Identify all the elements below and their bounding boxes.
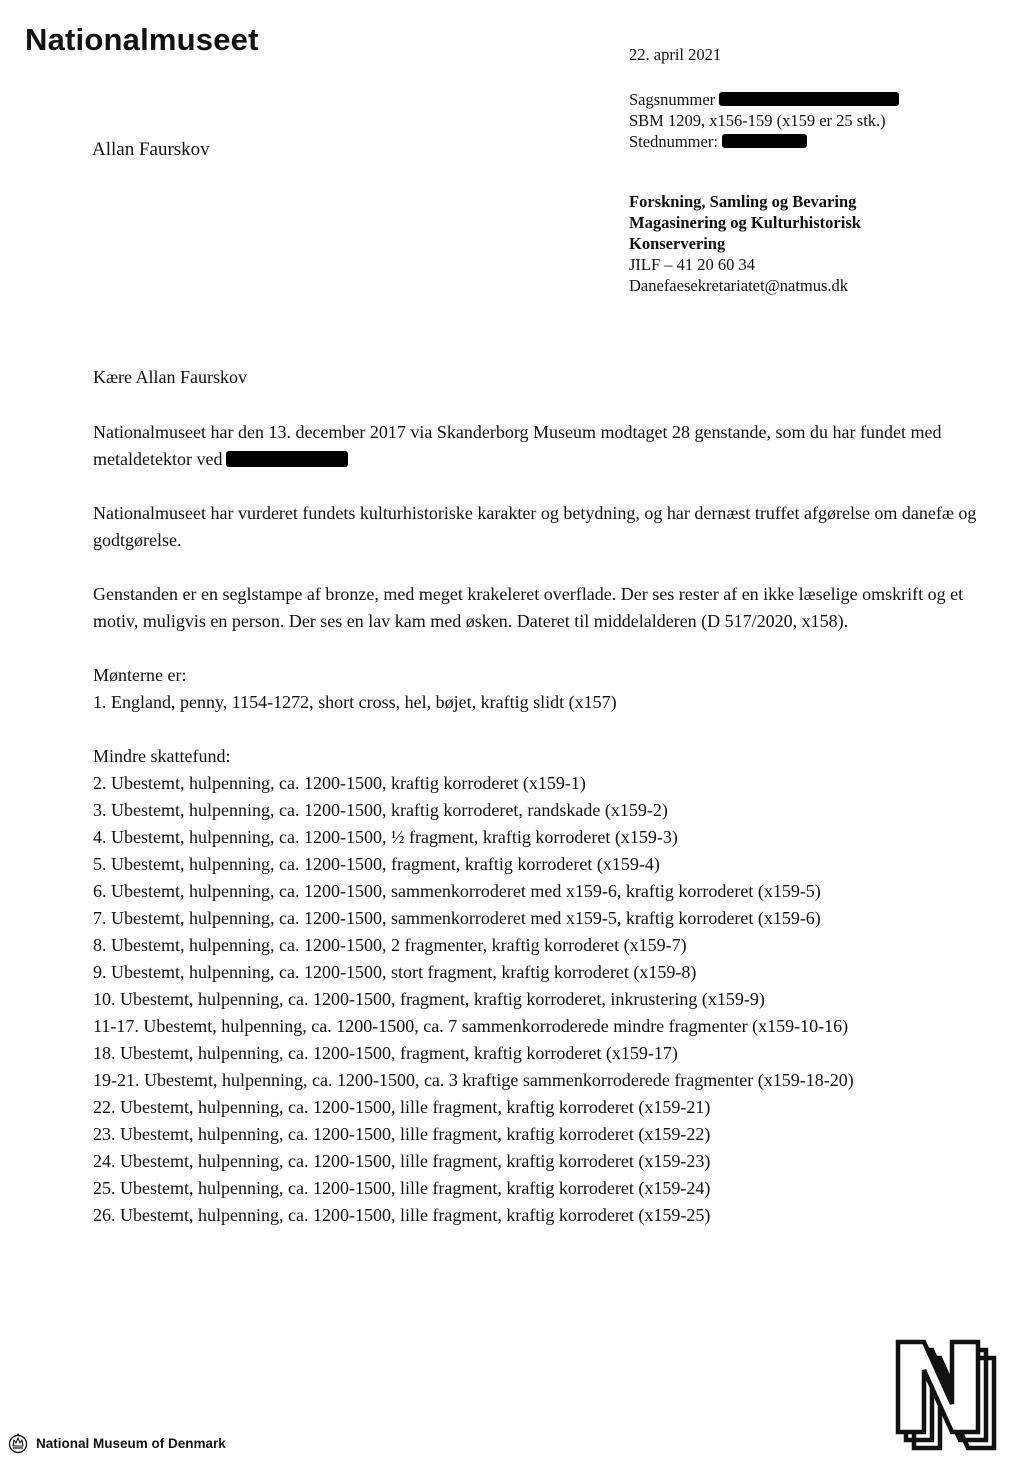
list-item: 26. Ubestemt, hulpenning, ca. 1200-1500, lille fragment, kraftig korroderet (x159-25) [93, 1205, 711, 1225]
paragraph-receipt [93, 419, 998, 473]
list-item: 8. Ubestemt, hulpenning, ca. 1200-1500, 2 fragmenter, kraftig korroderet (x159-7) [93, 935, 687, 955]
list-item: 24. Ubestemt, hulpenning, ca. 1200-1500, lille fragment, kraftig korroderet (x159-23) [93, 1151, 711, 1171]
list-item: 25. Ubestemt, hulpenning, ca. 1200-1500, lille fragment, kraftig korroderet (x159-24) [93, 1178, 711, 1198]
list-item: 7. Ubestemt, hulpenning, ca. 1200-1500, sammenkorroderet med x159-5, kraftig korroderet (x159-6) [93, 908, 821, 928]
list-item: 11-17. Ubestemt, hulpenning, ca. 1200-1500, ca. 7 sammenkorroderede mindre fragmenter (x159-10-16) [93, 1016, 849, 1036]
list-item: 19-21. Ubestemt, hulpenning, ca. 1200-1500, ca. 3 kraftige sammenkorroderede fragmenter (x159-18-20) [93, 1070, 854, 1090]
department-block [629, 191, 1009, 296]
letter-meta [629, 44, 1009, 296]
department-line: Magasinering og Kulturhistorisk [629, 213, 861, 232]
list-item: 10. Ubestemt, hulpenning, ca. 1200-1500, fragment, kraftig korroderet, inkrustering (x159-9) [93, 989, 765, 1009]
list-item: 23. Ubestemt, hulpenning, ca. 1200-1500, lille fragment, kraftig korroderet (x159-22) [93, 1124, 711, 1144]
redaction-bar [226, 451, 348, 467]
crown-icon [8, 1432, 28, 1454]
list-item: 5. Ubestemt, hulpenning, ca. 1200-1500, fragment, kraftig korroderet (x159-4) [93, 854, 660, 874]
paragraph-text: Nationalmuseet har den 13. december 2017 via Skanderborg Museum modtaget 28 genstande, som du har fundet med metaldetektor ved [93, 422, 942, 469]
paragraph-assessment: Nationalmuseet har vurderet fundets kulturhistoriske karakter og betydning, og har dernæst truffet afgørelse om danefæ og godtgørelse. [93, 503, 977, 550]
letter-date: 22. april 2021 [629, 45, 722, 64]
treasure-section [93, 743, 998, 1229]
coins-heading: Mønterne er: [93, 665, 187, 685]
letter-body [93, 364, 998, 1229]
coins-section [93, 662, 998, 716]
salutation: Kære Allan Faurskov [93, 367, 247, 387]
brand-title: Nationalmuseet [25, 22, 259, 57]
reference-line: SBM 1209, x156-159 (x159 er 25 stk.) [629, 111, 886, 130]
treasure-list [93, 770, 998, 1229]
list-item: 22. Ubestemt, hulpenning, ca. 1200-1500, lille fragment, kraftig korroderet (x159-21) [93, 1097, 711, 1117]
treasure-heading: Mindre skattefund: [93, 746, 231, 766]
list-item: 9. Ubestemt, hulpenning, ca. 1200-1500, stort fragment, kraftig korroderet (x159-8) [93, 962, 697, 982]
recipient-name: Allan Faurskov [92, 139, 210, 160]
case-number-line [629, 89, 1009, 110]
case-number-label: Sagsnummer [629, 90, 716, 109]
contact-phone: JILF – 41 20 60 34 [629, 255, 756, 274]
paragraph-description: Genstanden er en seglstampe af bronze, med meget krakeleret overflade. Der ses rester af en ikke læselige omskrift og et motiv, muligvis en person. Der ses en lav kam med øsken. Dateret til middelalderen (D 517/2020, x158). [93, 584, 964, 631]
contact-email: Danefaesekretariatet@natmus.dk [629, 276, 849, 295]
footer-org [8, 1432, 226, 1454]
site-number-label: Stednummer: [629, 132, 718, 151]
org-name: National Museum of Denmark [36, 1435, 226, 1451]
redaction-bar [722, 134, 807, 148]
list-item: 18. Ubestemt, hulpenning, ca. 1200-1500, fragment, kraftig korroderet (x159-17) [93, 1043, 678, 1063]
department-line: Forskning, Samling og Bevaring [629, 192, 857, 211]
list-item: 1. England, penny, 1154-1272, short cross, hel, bøjet, kraftig slidt (x157) [93, 692, 617, 712]
list-item: 2. Ubestemt, hulpenning, ca. 1200-1500, kraftig korroderet (x159-1) [93, 773, 586, 793]
coins-list [93, 689, 998, 716]
list-item: 4. Ubestemt, hulpenning, ca. 1200-1500, ½ fragment, kraftig korroderet (x159-3) [93, 827, 678, 847]
n-logo-icon [892, 1330, 1012, 1455]
site-number-line [629, 131, 1009, 152]
list-item: 6. Ubestemt, hulpenning, ca. 1200-1500, sammenkorroderet med x159-6, kraftig korroderet (x159-5) [93, 881, 821, 901]
department-line: Konservering [629, 234, 726, 253]
list-item: 3. Ubestemt, hulpenning, ca. 1200-1500, kraftig korroderet, randskade (x159-2) [93, 800, 668, 820]
redaction-bar [719, 92, 899, 106]
